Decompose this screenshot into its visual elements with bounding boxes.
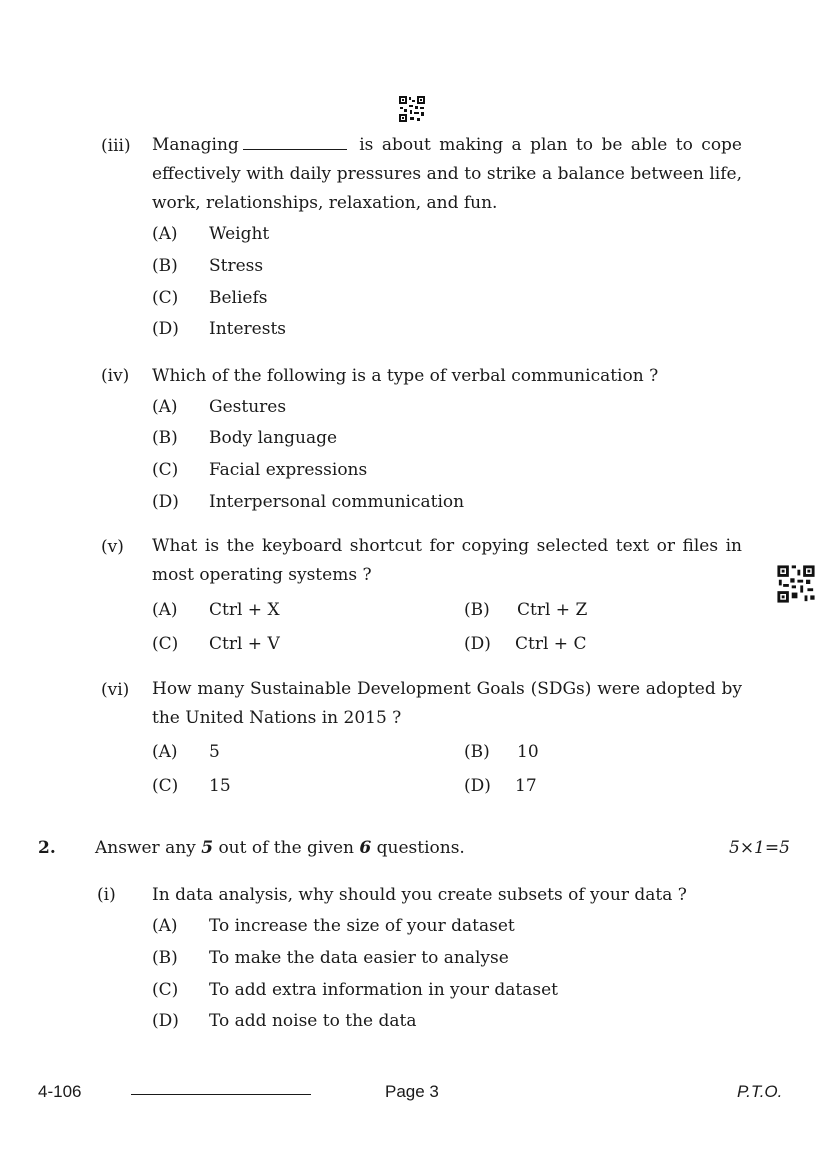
option-text: Gestures [209,397,287,417]
option-label: (D) [152,1011,179,1031]
qr-code-top [398,95,426,123]
instruction-count: 6 [359,838,372,858]
instruction-text: Answer any [95,838,196,858]
option-text: To add extra information in your dataset [209,980,558,1000]
option-text: 15 [209,776,231,796]
option-text: 17 [515,776,537,796]
question-number: (iv) [101,366,130,386]
option-label: (C) [152,288,179,308]
question-stem: Which of the following is a type of verbal communication ? [152,366,659,386]
marks-allocation: 5×1=5 [729,838,790,858]
option-text: 10 [517,742,539,762]
option-label: (A) [152,600,178,620]
option-text: To increase the size of your dataset [209,916,515,936]
section-number: 2. [38,838,56,858]
option-text: Interests [209,319,287,339]
option-label: (A) [152,916,178,936]
option-text: To add noise to the data [209,1011,417,1031]
option-text: Facial expressions [209,460,368,480]
option-label: (A) [152,742,178,762]
option-text: Body language [209,428,338,448]
question-stem [152,131,742,218]
option-label: (D) [152,319,179,339]
option-label: (D) [152,492,179,512]
option-text: 5 [209,742,220,762]
please-turn-over: P.T.O. [737,1082,783,1101]
option-text: Weight [209,224,270,244]
paper-code: 4-106 [38,1082,82,1101]
instruction-text: questions. [376,838,465,858]
option-label: (B) [152,256,178,276]
option-text: Beliefs [209,288,268,308]
option-text: To make the data easier to analyse [209,948,509,968]
option-text: Ctrl + Z [517,600,588,620]
section-instruction [95,838,465,858]
option-label: (D) [464,634,491,654]
instruction-text: out of the given [218,838,354,858]
page-number: Page 3 [385,1082,439,1101]
option-label: (C) [152,776,179,796]
fill-in-blank [243,135,347,150]
footer-rule [131,1094,311,1095]
option-label: (A) [152,224,178,244]
option-label: (B) [464,742,490,762]
question-number: (i) [97,885,116,905]
option-text: Ctrl + X [209,600,280,620]
option-label: (C) [152,634,179,654]
question-stem: How many Sustainable Development Goals (SDGs) were adopted by the United Nations in 2015 ? [152,679,742,728]
option-text: Ctrl + C [515,634,587,654]
question-number: (v) [101,537,124,557]
option-label: (A) [152,397,178,417]
option-label: (C) [152,460,179,480]
option-label: (B) [152,428,178,448]
option-label: (B) [464,600,490,620]
option-text: Stress [209,256,264,276]
question-stem: What is the keyboard shortcut for copying selected text or files in most operating systems ? [152,536,742,585]
stem-text-after: is about making a plan to be able to cope effectively with daily pressures and to strike a balance between life, work, relationships, relaxation, and fun. [152,135,742,213]
option-label: (D) [464,776,491,796]
question-stem: In data analysis, why should you create subsets of your data ? [152,885,687,905]
qr-code-side [776,564,816,604]
option-text: Ctrl + V [209,634,280,654]
option-label: (C) [152,980,179,1000]
question-number: (iii) [101,136,131,156]
question-number: (vi) [101,680,130,700]
option-label: (B) [152,948,178,968]
stem-text-before: Managing [152,135,239,155]
instruction-count: 5 [201,838,214,858]
option-text: Interpersonal communication [209,492,465,512]
